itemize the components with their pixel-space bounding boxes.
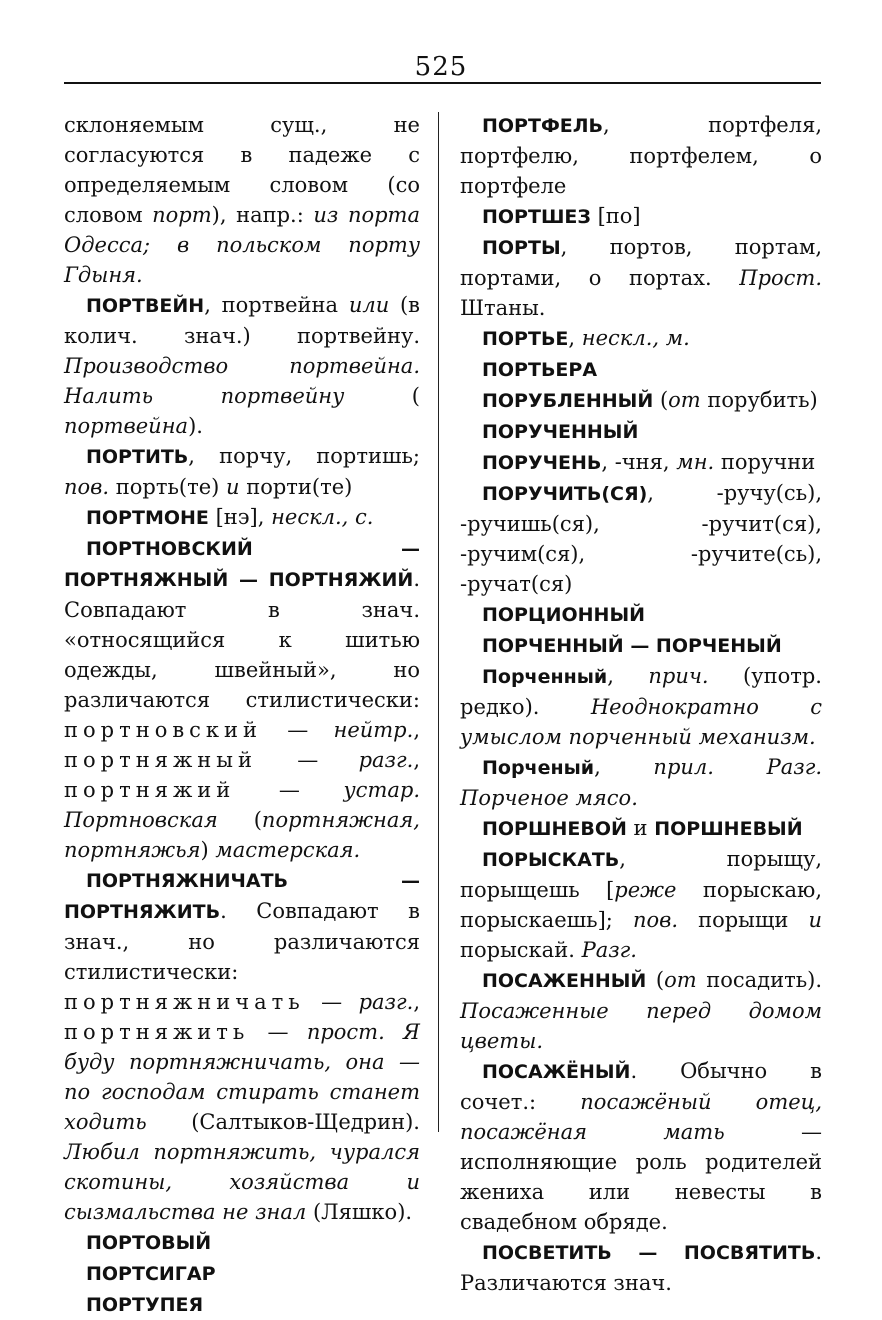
headword: ПОРУБЛЕННЫЙ [482, 390, 654, 412]
entry-portsionny [460, 599, 822, 630]
entry-portit: ПОРТИТЬ, порчу, портишь; пов. порть(те) и порти(те) [64, 444, 420, 499]
headword: Порченный [482, 666, 608, 688]
entry-porcheny-pril: Порченый, прил. Разг. Порченое мясо. [460, 755, 822, 810]
entry-portsigar [64, 1258, 420, 1289]
headword: ПОСАЖЁНЫЙ [482, 1061, 631, 1083]
headword: ПОРУЧЕННЫЙ [482, 421, 639, 443]
headword: ПОРТСИГАР [86, 1263, 216, 1285]
entry-portie: ПОРТЬЕ, нескл., м. [482, 326, 690, 350]
entry-porchenny-prich: Порченный, прич. (употр. редко). Неоднократно с умыслом порченный механизм. [460, 664, 822, 749]
entry-port-continuation: склоняемым сущ., не согласуются в падеже с определяемым словом (со словом порт), напр.: из порта Одесса; в польском порту Гдыня. [64, 113, 420, 287]
entry-portmone: ПОРТМОНЕ [нэ], нескл., с. [86, 505, 374, 529]
entry-porty: ПОРТЫ, портов, портам, портами, о портах. Прост. Штаны. [460, 235, 822, 320]
entry-portnyazhnichat: ПОРТНЯЖНИЧАТЬ — ПОРТНЯЖИТЬ. Совпадают в знач., но различаются стилистически: портняжничать — разг., портняжить — прост. Я буду портняжничать, она — по господам стирать станет ходить (Салтыков-Щедрин). Любил портняжить, чурался скотины, хозяйства и сызмальства не знал (Ляшко). [64, 870, 420, 1224]
headword: ПОРТМОНЕ [86, 507, 209, 529]
entry-posazhenny: ПОСАЖЕННЫЙ (от посадить). Посаженные перед домом цветы. [460, 968, 822, 1053]
headword: Порченый [482, 757, 595, 779]
page-number: 525 [414, 52, 468, 82]
column-divider [438, 112, 439, 1132]
entry-posazhony: ПОСАЖЁНЫЙ. Обычно в сочет.: посажёный отец, посажёная мать — исполняющие роль родителей жениха или невесты в свадебном обряде. [460, 1059, 822, 1234]
entry-poruchen: ПОРУЧЕНЬ, -чня, мн. поручни [482, 450, 816, 474]
headword: ПОРТНЯЖНИЧАТЬ — ПОРТНЯЖИТЬ [64, 870, 420, 923]
entry-portshez: ПОРТШЕЗ [по] [482, 204, 641, 228]
headword: ПОРТНОВСКИЙ — ПОРТНЯЖНЫЙ — ПОРТНЯЖИЙ [64, 538, 420, 591]
entry-portvein: ПОРТВЕЙН, портвейна или (в колич. знач.) портвейну. Производство портвейна. Налить портвейну ( портвейна). [64, 293, 420, 438]
entry-portiera [460, 354, 822, 385]
entry-porublenny: ПОРУБЛЕННЫЙ (от порубить) [482, 388, 818, 412]
headword: ПОРТШЕЗ [482, 206, 591, 228]
headword: ПОРШНЕВЫЙ [654, 818, 803, 840]
headword: ПОРТОВЫЙ [86, 1232, 212, 1254]
headword: ПОРТФЕЛЬ [482, 115, 604, 137]
headword: ПОРШНЕВОЙ [482, 818, 627, 840]
headword: ПОРЧЕННЫЙ — ПОРЧЕНЫЙ [482, 635, 782, 657]
headword: ПОСВЕТИТЬ — ПОСВЯТИТЬ [482, 1242, 816, 1264]
headword: ПОРУЧЕНЬ [482, 452, 602, 474]
headword: ПОРУЧИТЬ(СЯ) [482, 483, 648, 505]
headword: ПОРТЬЕРА [482, 359, 598, 381]
entry-portnovsky: ПОРТНОВСКИЙ — ПОРТНЯЖНЫЙ — ПОРТНЯЖИЙ. Совпадают в знач. «относящийся к шитью одежды, швейный», но различаются стилистически: портновский — нейтр., портняжный — разг., портняжий — устар. Портновская (портняжная, портняжья) мастерская. [64, 538, 420, 862]
headword: ПОРТИТЬ [86, 446, 189, 468]
entry-porshnevoy: ПОРШНЕВОЙ и ПОРШНЕВЫЙ [482, 816, 803, 840]
entry-poryskat: ПОРЫСКАТЬ, порыщу, порыщешь [реже порыскаю, порыскаешь]; пов. порыщи и порыскай. Разг. [460, 847, 823, 962]
entry-posvetit: ПОСВЕТИТЬ — ПОСВЯТИТЬ. Различаются знач. [460, 1240, 822, 1295]
entry-poruchenny [460, 416, 822, 447]
headword: ПОРТЫ [482, 237, 561, 259]
headword: ПОРЫСКАТЬ [482, 849, 620, 871]
headword: ПОРТВЕЙН [86, 295, 205, 317]
entry-portovy [64, 1227, 420, 1258]
right-column [460, 110, 822, 1298]
header-rule [64, 82, 821, 84]
headword: ПОРТЬЕ [482, 328, 569, 350]
headword: ПОРТУПЕЯ [86, 1294, 204, 1316]
entry-porchenny-heading [460, 630, 822, 661]
entry-poruchit: ПОРУЧИТЬ(СЯ), -ручу(сь), -ручишь(ся), -ручит(ся), -ручим(ся), -ручите(сь), -ручат(ся) [460, 481, 822, 596]
entry-portupeya [64, 1289, 420, 1320]
headword: ПОРЦИОННЫЙ [482, 604, 646, 626]
headword: ПОСАЖЕННЫЙ [482, 970, 647, 992]
left-column [64, 110, 420, 1320]
entry-portfel: ПОРТФЕЛЬ, портфеля, портфелю, портфелем, о портфеле [460, 113, 822, 198]
